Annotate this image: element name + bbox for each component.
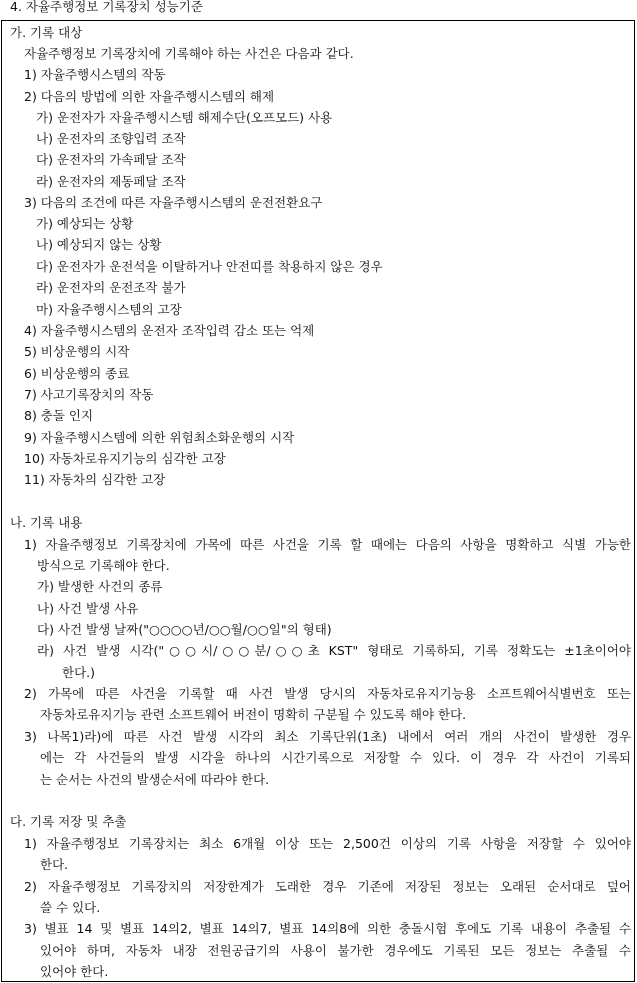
text-line-da-3-c: 있어야 한다. [40,964,109,979]
section-ga-title: 가. 기록 대상 [10,25,83,40]
text-line-da-1-b: 한다. [40,857,69,872]
text-line-ga-2-na: 나) 운전자의 조향입력 조작 [36,131,186,146]
text-line-ga-5: 5) 비상운행의 시작 [24,344,130,359]
text-line-ga-3-ma: 마) 자율주행시스템의 고장 [36,302,182,317]
text-line-ga-3-ga: 가) 예상되는 상황 [36,216,134,231]
text-line-ga-2-da: 다) 운전자의 가속페달 조작 [36,152,186,167]
text-line-ga-10: 10) 자동차로유지기능의 심각한 고장 [24,451,226,466]
section-da-title: 다. 기록 저장 및 추출 [10,814,127,829]
text-line-na-2-b: 자동차로유지기능 관련 소프트웨어 버전이 명확히 구분될 수 있도록 해야 한다. [40,707,467,722]
text-line-da-2-a: 2) 자율주행정보 기록장치의 저장한계가 도래한 경우 기존에 저장된 정보는 오래된 순서대로 덮어 [24,879,631,894]
text-line-na-1-da: 다) 사건 발생 날짜("○○○○년/○○월/○○일"의 형태) [37,622,332,637]
text-line-ga-4: 4) 자율주행시스템의 운전자 조작입력 감소 또는 억제 [24,323,315,338]
text-line-na-1-ra-a: 라) 사건 발생 시각("○○시/○○분/○○초 KST" 형태로 기록하되, 기록 정확도는 ±1초이어야 [37,643,631,658]
text-line-ga-2-ra: 라) 운전자의 제동페달 조작 [36,174,186,189]
text-line-ga-3-da: 다) 운전자가 운전석을 이탈하거나 안전띠를 착용하지 않은 경우 [36,259,383,274]
text-line-da-2-b: 쓸 수 있다. [40,900,101,915]
text-line-ga-3-ra: 라) 운전자의 운전조작 불가 [36,280,186,295]
text-line-na-1-ra-b: 한다.) [62,665,96,680]
text-line-ga-9: 9) 자율주행시스템에 의한 위험최소화운행의 시작 [24,430,295,445]
text-line-ga-11: 11) 자동차의 심각한 고장 [24,472,166,487]
text-line-ga-3-na: 나) 예상되지 않는 상황 [36,237,162,252]
text-line-ga-6: 6) 비상운행의 종료 [24,366,130,381]
text-line-ga-8: 8) 충돌 인지 [24,408,94,423]
text-line-ga-2-ga: 가) 운전자가 자율주행시스템 해제수단(오프모드) 사용 [36,110,333,125]
text-line-na-1-a: 1) 자율주행정보 기록장치에 가목에 따른 사건을 기록 할 때에는 다음의 사항을 명확하고 식별 가능한 [24,537,631,552]
text-line-da-3-a: 3) 별표 14 및 별표 14의2, 별표 14의7, 별표 14의8에 의한 충돌시험 후에도 기록 내용이 추출될 수 [24,921,631,936]
text-line-ga-2: 2) 다음의 방법에 의한 자율주행시스템의 해제 [24,89,275,104]
text-line-ga-1: 1) 자율주행시스템의 작동 [24,67,166,82]
text-line-na-1-b: 방식으로 기록해야 한다. [37,558,170,573]
text-line-na-1-ga: 가) 발생한 사건의 종류 [37,579,163,594]
text-line-na-2-a: 2) 가목에 따른 사건을 기록할 때 사건 발생 당시의 자동차로유지기능용 소프트웨어식별번호 또는 [24,686,631,701]
text-line-da-3-b: 있어야 하며, 자동차 내장 전원공급기의 사용이 불가한 경우에도 기록된 모든 정보는 추출될 수 [40,943,631,958]
text-line-na-3-b: 에는 각 사건들의 발생 시각을 하나의 시간기록으로 저장할 수 있다. 이 경우 각 사건이 기록되 [40,750,631,765]
text-line-da-1-a: 1) 자율주행정보 기록장치는 최소 6개월 이상 또는 2,500건 이상의 기록 사항을 저장할 수 있어야 [24,836,631,851]
text-line-ga-3: 3) 다음의 조건에 따른 자율주행시스템의 운전전환요구 [24,195,323,210]
text-line-na-3-a: 3) 나목1)라)에 따른 사건 발생 시각의 최소 기록단위(1초) 내에서 여러 개의 사건이 발생한 경우 [24,729,631,744]
document-heading: 4. 자율주행정보 기록장치 성능기준 [10,0,203,14]
text-line-na-3-c: 는 순서는 사건의 발생순서에 따라야 한다. [40,772,270,787]
text-line-ga-intro: 자율주행정보 기록장치에 기록해야 하는 사건은 다음과 같다. [24,46,354,61]
text-line-na-1-na: 나) 사건 발생 사유 [37,601,139,616]
section-na-title: 나. 기록 내용 [10,515,83,530]
text-line-ga-7: 7) 사고기록장치의 작동 [24,387,154,402]
